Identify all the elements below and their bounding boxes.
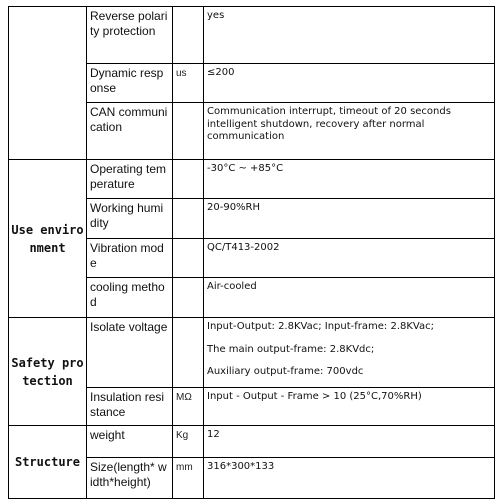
item-label: Operating temperature bbox=[87, 160, 173, 199]
value-cell: Communication interrupt, timeout of 20 seconds intelligent shutdown, recovery after normal communication bbox=[204, 103, 495, 160]
unit-cell bbox=[173, 278, 204, 318]
unit-cell bbox=[173, 160, 204, 199]
value-cell: 20-90%RH bbox=[204, 199, 495, 239]
value-cell: QC/T413-2002 bbox=[204, 239, 495, 278]
unit-cell: mm bbox=[173, 458, 204, 499]
value-line: The main output-frame: 2.8KVdc; bbox=[207, 343, 375, 355]
item-label: Reverse polarity protection bbox=[87, 7, 173, 64]
value-cell: ≤200 bbox=[204, 64, 495, 103]
item-label: cooling method bbox=[87, 278, 173, 318]
value-cell: Air-cooled bbox=[204, 278, 495, 318]
table-row bbox=[9, 318, 495, 388]
unit-cell bbox=[173, 7, 204, 64]
category-cell-empty bbox=[9, 7, 87, 160]
value-cell: yes bbox=[204, 7, 495, 64]
table-row bbox=[9, 426, 495, 458]
unit-cell: us bbox=[173, 64, 204, 103]
unit-cell bbox=[173, 318, 204, 388]
value-cell: -30°C ~ +85°C bbox=[204, 160, 495, 199]
item-label: Working humidity bbox=[87, 199, 173, 239]
unit-cell: Kg bbox=[173, 426, 204, 458]
value-line: Auxiliary output-frame: 700vdc bbox=[207, 366, 364, 377]
value-cell: 12 bbox=[204, 426, 495, 458]
unit-cell bbox=[173, 103, 204, 160]
value-line: Input-Output: 2.8KVac; Input-frame: 2.8KVac; bbox=[207, 321, 434, 332]
item-label: Size(length* width*height) bbox=[87, 458, 173, 499]
category-use-environment: Use environment bbox=[9, 160, 87, 318]
item-label: CAN communication bbox=[87, 103, 173, 160]
unit-cell: MΩ bbox=[173, 388, 204, 426]
value-cell: Input - Output - Frame > 10 (25°C,70%RH) bbox=[204, 388, 495, 426]
item-label: Vibration mode bbox=[87, 239, 173, 278]
table-row bbox=[9, 7, 495, 64]
category-structure: Structure bbox=[9, 426, 87, 499]
category-safety-protection: Safety protection bbox=[9, 318, 87, 426]
value-cell: 316*300*133 bbox=[204, 458, 495, 499]
value-cell bbox=[204, 318, 495, 388]
item-label: Dynamic response bbox=[87, 64, 173, 103]
unit-cell bbox=[173, 239, 204, 278]
item-label: Insulation resistance bbox=[87, 388, 173, 426]
table-row bbox=[9, 160, 495, 199]
item-label: Isolate voltage bbox=[87, 318, 173, 388]
spec-table bbox=[8, 6, 495, 499]
unit-cell bbox=[173, 199, 204, 239]
item-label: weight bbox=[87, 426, 173, 458]
